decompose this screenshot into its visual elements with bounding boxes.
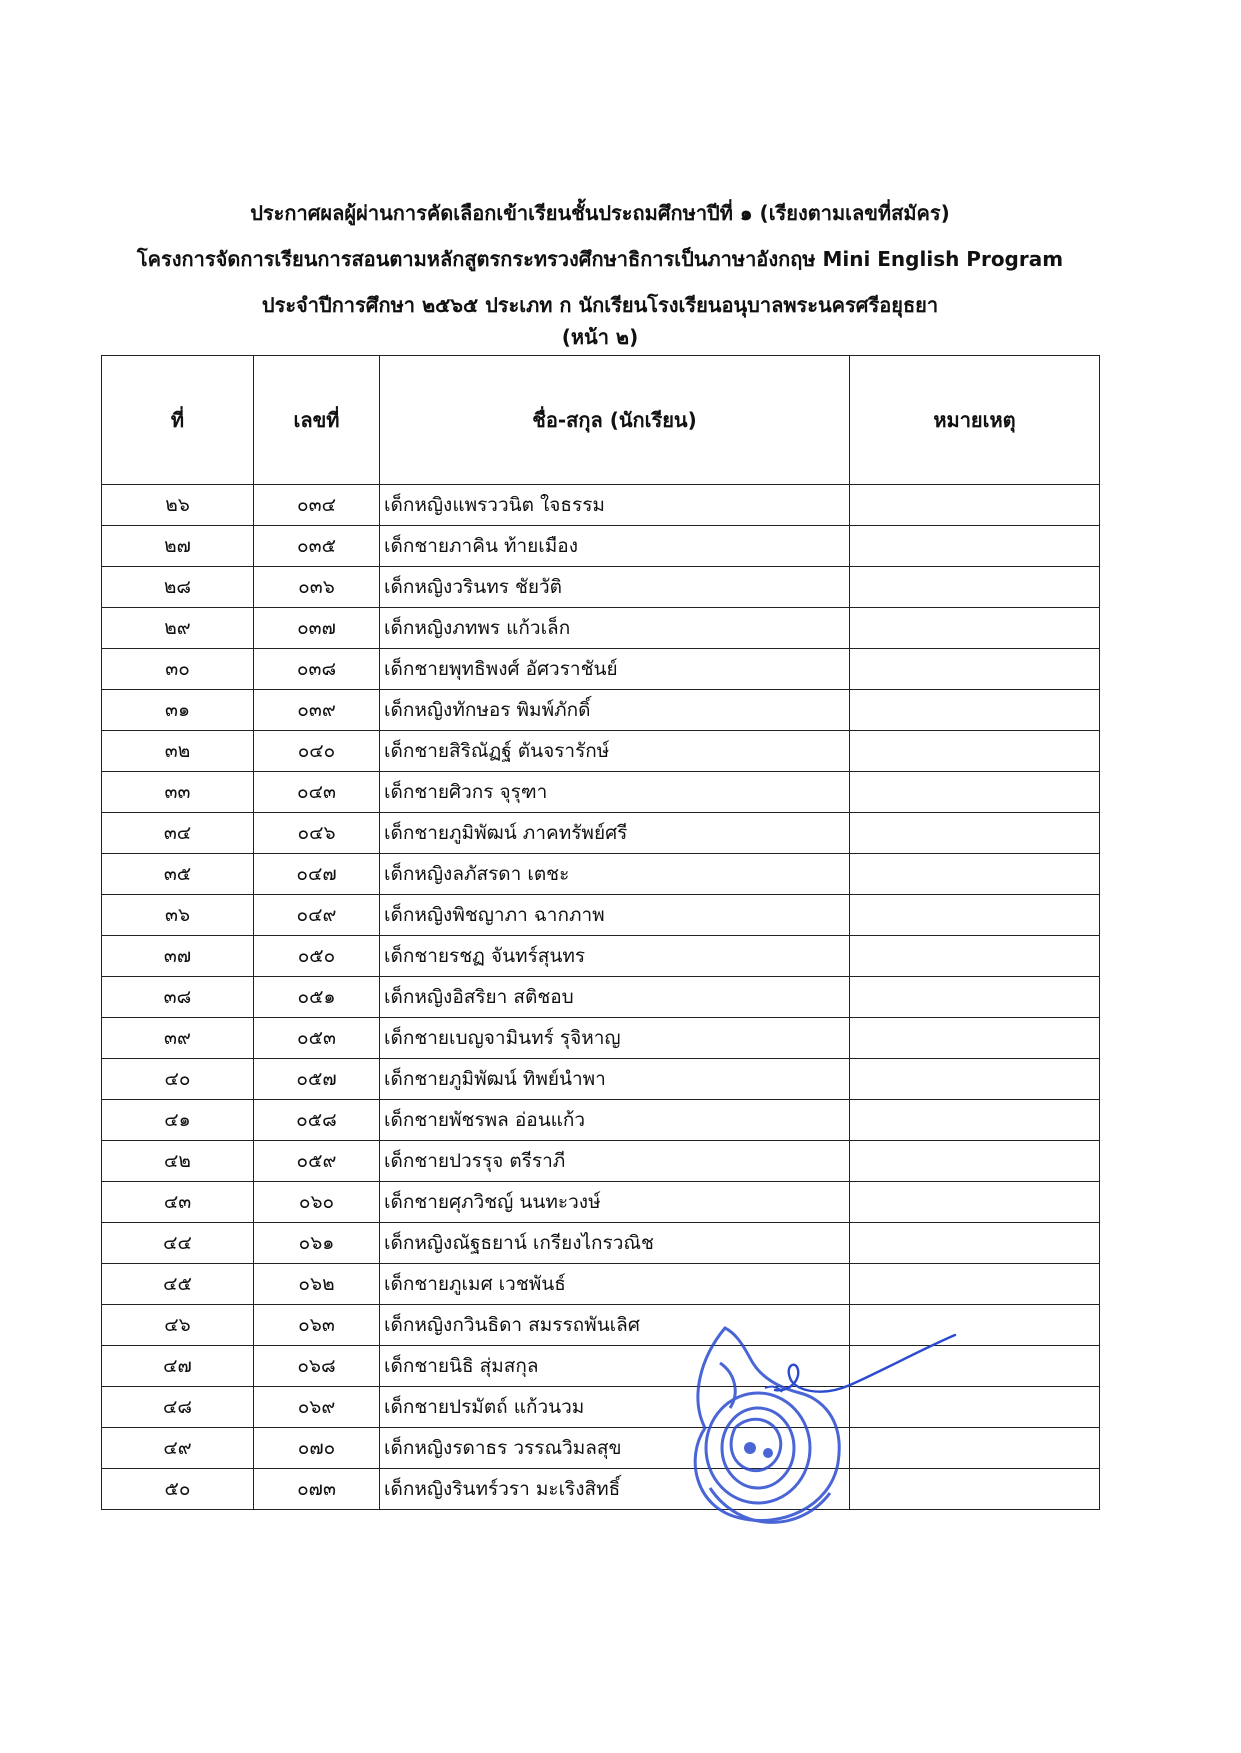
row-number-cell: ๓๗ bbox=[102, 936, 254, 977]
student-name-cell: เด็กชายภูมิพัฒน์ ภาคทรัพย์ศรี bbox=[380, 813, 850, 854]
table-row bbox=[102, 936, 1100, 977]
note-cell bbox=[850, 813, 1100, 854]
table-row bbox=[102, 1018, 1100, 1059]
application-number-cell: ๐๕๙ bbox=[254, 1141, 380, 1182]
note-cell bbox=[850, 854, 1100, 895]
column-header-note: หมายเหตุ bbox=[850, 356, 1100, 485]
application-number-cell: ๐๖๑ bbox=[254, 1223, 380, 1264]
note-cell bbox=[850, 1223, 1100, 1264]
table-header-row bbox=[102, 356, 1100, 485]
table-row bbox=[102, 895, 1100, 936]
student-name-cell: เด็กหญิงพิชญาภา ฉากภาพ bbox=[380, 895, 850, 936]
student-name-cell: เด็กชายภูเมศ เวชพันธ์ bbox=[380, 1264, 850, 1305]
row-number-cell: ๓๖ bbox=[102, 895, 254, 936]
row-number-cell: ๓๔ bbox=[102, 813, 254, 854]
table-row bbox=[102, 1223, 1100, 1264]
title-line-3: ประจำปีการศึกษา ๒๕๖๕ ประเภท ก นักเรียนโรงเรียนอนุบาลพระนครศรีอยุธยา bbox=[261, 293, 939, 317]
note-cell bbox=[850, 895, 1100, 936]
row-number-cell: ๓๑ bbox=[102, 690, 254, 731]
table-row bbox=[102, 731, 1100, 772]
table-row bbox=[102, 1059, 1100, 1100]
note-cell bbox=[850, 1141, 1100, 1182]
row-number-cell: ๔๒ bbox=[102, 1141, 254, 1182]
note-cell bbox=[850, 936, 1100, 977]
note-cell bbox=[850, 1018, 1100, 1059]
signature bbox=[760, 1330, 960, 1410]
application-number-cell: ๐๓๗ bbox=[254, 608, 380, 649]
table-row bbox=[102, 1428, 1100, 1469]
table-row bbox=[102, 1264, 1100, 1305]
row-number-cell: ๓๕ bbox=[102, 854, 254, 895]
application-number-cell: ๐๕๘ bbox=[254, 1100, 380, 1141]
student-name-cell: เด็กชายภาคิน ท้ายเมือง bbox=[380, 526, 850, 567]
student-name-cell: เด็กชายนิธิ สุ่มสกุล bbox=[380, 1346, 850, 1387]
note-cell bbox=[850, 1264, 1100, 1305]
table-row bbox=[102, 854, 1100, 895]
note-cell bbox=[850, 772, 1100, 813]
table-row bbox=[102, 813, 1100, 854]
application-number-cell: ๐๕๗ bbox=[254, 1059, 380, 1100]
student-name-cell: เด็กชายศุภวิชญ์ นนทะวงษ์ bbox=[380, 1182, 850, 1223]
table-row bbox=[102, 772, 1100, 813]
application-number-cell: ๐๔๐ bbox=[254, 731, 380, 772]
table-row bbox=[102, 1182, 1100, 1223]
student-name-cell: เด็กหญิงรดาธร วรรณวิมลสุข bbox=[380, 1428, 850, 1469]
row-number-cell: ๒๙ bbox=[102, 608, 254, 649]
student-name-cell: เด็กหญิงลภัสรดา เตชะ bbox=[380, 854, 850, 895]
student-name-cell: เด็กชายเบญจามินทร์ รุจิหาญ bbox=[380, 1018, 850, 1059]
row-number-cell: ๔๗ bbox=[102, 1346, 254, 1387]
note-cell bbox=[850, 1100, 1100, 1141]
student-name-cell: เด็กหญิงกวินธิดา สมรรถพันเลิศ bbox=[380, 1305, 850, 1346]
student-name-cell: เด็กชายปรมัตถ์ แก้วนวม bbox=[380, 1387, 850, 1428]
table-row bbox=[102, 977, 1100, 1018]
application-number-cell: ๐๕๐ bbox=[254, 936, 380, 977]
table-row bbox=[102, 1469, 1100, 1510]
application-number-cell: ๐๖๒ bbox=[254, 1264, 380, 1305]
note-cell bbox=[850, 1059, 1100, 1100]
note-cell bbox=[850, 977, 1100, 1018]
row-number-cell: ๔๑ bbox=[102, 1100, 254, 1141]
application-number-cell: ๐๓๖ bbox=[254, 567, 380, 608]
column-header-app-number: เลขที่ bbox=[254, 356, 380, 485]
student-name-cell: เด็กหญิงอิสริยา สติชอบ bbox=[380, 977, 850, 1018]
row-number-cell: ๔๕ bbox=[102, 1264, 254, 1305]
row-number-cell: ๔๐ bbox=[102, 1059, 254, 1100]
document-header bbox=[0, 190, 1200, 352]
note-cell bbox=[850, 649, 1100, 690]
student-name-cell: เด็กหญิงณัฐธยาน์ เกรียงไกรวณิช bbox=[380, 1223, 850, 1264]
note-cell bbox=[850, 1182, 1100, 1223]
row-number-cell: ๔๘ bbox=[102, 1387, 254, 1428]
application-number-cell: ๐๗๓ bbox=[254, 1469, 380, 1510]
note-cell bbox=[850, 608, 1100, 649]
application-number-cell: ๐๓๕ bbox=[254, 526, 380, 567]
application-number-cell: ๐๕๑ bbox=[254, 977, 380, 1018]
row-number-cell: ๒๘ bbox=[102, 567, 254, 608]
note-cell bbox=[850, 567, 1100, 608]
application-number-cell: ๐๓๔ bbox=[254, 485, 380, 526]
row-number-cell: ๔๖ bbox=[102, 1305, 254, 1346]
column-header-name: ชื่อ-สกุล (นักเรียน) bbox=[380, 356, 850, 485]
application-number-cell: ๐๕๓ bbox=[254, 1018, 380, 1059]
application-number-cell: ๐๖๘ bbox=[254, 1346, 380, 1387]
application-number-cell: ๐๔๖ bbox=[254, 813, 380, 854]
note-cell bbox=[850, 1469, 1100, 1510]
row-number-cell: ๕๐ bbox=[102, 1469, 254, 1510]
table-row bbox=[102, 608, 1100, 649]
row-number-cell: ๓๘ bbox=[102, 977, 254, 1018]
application-number-cell: ๐๖๙ bbox=[254, 1387, 380, 1428]
application-number-cell: ๐๖๐ bbox=[254, 1182, 380, 1223]
table-row bbox=[102, 690, 1100, 731]
row-number-cell: ๔๔ bbox=[102, 1223, 254, 1264]
student-name-cell: เด็กหญิงแพรววนิต ใจธรรม bbox=[380, 485, 850, 526]
student-name-cell: เด็กหญิงภทพร แก้วเล็ก bbox=[380, 608, 850, 649]
row-number-cell: ๒๗ bbox=[102, 526, 254, 567]
table-row bbox=[102, 485, 1100, 526]
application-number-cell: ๐๔๙ bbox=[254, 895, 380, 936]
note-cell bbox=[850, 485, 1100, 526]
table-row bbox=[102, 567, 1100, 608]
row-number-cell: ๓๐ bbox=[102, 649, 254, 690]
table-row bbox=[102, 649, 1100, 690]
note-cell bbox=[850, 526, 1100, 567]
application-number-cell: ๐๔๓ bbox=[254, 772, 380, 813]
note-cell bbox=[850, 731, 1100, 772]
application-number-cell: ๐๗๐ bbox=[254, 1428, 380, 1469]
title-line-2: โครงการจัดการเรียนการสอนตามหลักสูตรกระทรวงศึกษาธิการเป็นภาษาอังกฤษ Mini English Program bbox=[136, 247, 1064, 271]
application-number-cell: ๐๓๙ bbox=[254, 690, 380, 731]
row-number-cell: ๔๓ bbox=[102, 1182, 254, 1223]
page-number: (หน้า ๒) bbox=[561, 325, 639, 349]
student-name-cell: เด็กชายภูมิพัฒน์ ทิพย์นำพา bbox=[380, 1059, 850, 1100]
student-name-cell: เด็กหญิงทักษอร พิมพ์ภักดิ์ bbox=[380, 690, 850, 731]
row-number-cell: ๔๙ bbox=[102, 1428, 254, 1469]
column-header-no: ที่ bbox=[102, 356, 254, 485]
row-number-cell: ๒๖ bbox=[102, 485, 254, 526]
row-number-cell: ๓๙ bbox=[102, 1018, 254, 1059]
student-name-cell: เด็กหญิงรินทร์วรา มะเริงสิทธิ์ bbox=[380, 1469, 850, 1510]
table-row bbox=[102, 1100, 1100, 1141]
application-number-cell: ๐๓๘ bbox=[254, 649, 380, 690]
student-name-cell: เด็กหญิงวรินทร ชัยวัติ bbox=[380, 567, 850, 608]
note-cell bbox=[850, 690, 1100, 731]
note-cell bbox=[850, 1428, 1100, 1469]
student-name-cell: เด็กชายรชฏ จันทร์สุนทร bbox=[380, 936, 850, 977]
student-name-cell: เด็กชายสิริณัฏฐ์ ตันจรารักษ์ bbox=[380, 731, 850, 772]
student-name-cell: เด็กชายปวรรุจ ตรีราภี bbox=[380, 1141, 850, 1182]
student-name-cell: เด็กชายศิวกร จุรุฑา bbox=[380, 772, 850, 813]
application-number-cell: ๐๔๗ bbox=[254, 854, 380, 895]
table-row bbox=[102, 1141, 1100, 1182]
row-number-cell: ๓๒ bbox=[102, 731, 254, 772]
student-name-cell: เด็กชายพุทธิพงศ์ อัศวราชันย์ bbox=[380, 649, 850, 690]
student-name-cell: เด็กชายพัชรพล อ่อนแก้ว bbox=[380, 1100, 850, 1141]
table-row bbox=[102, 526, 1100, 567]
row-number-cell: ๓๓ bbox=[102, 772, 254, 813]
title-line-1: ประกาศผลผู้ผ่านการคัดเลือกเข้าเรียนชั้นประถมศึกษาปีที่ ๑ (เรียงตามเลขที่สมัคร) bbox=[250, 201, 950, 225]
application-number-cell: ๐๖๓ bbox=[254, 1305, 380, 1346]
